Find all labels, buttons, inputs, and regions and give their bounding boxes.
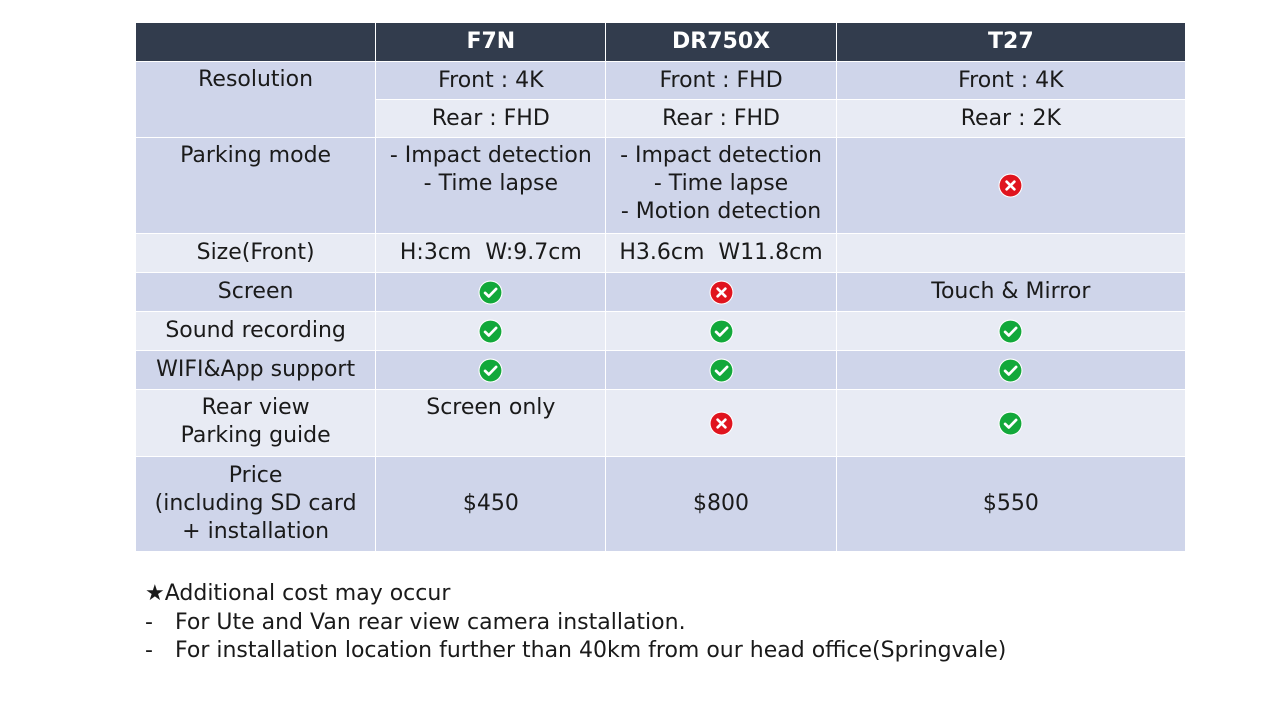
header-dr750x: DR750X [606, 23, 836, 62]
x-circle-icon [998, 173, 1023, 198]
parking-line: - Motion detection [620, 199, 822, 224]
check-circle-icon [478, 319, 503, 344]
cell-dr750x-rearview [606, 390, 836, 457]
cell-dr750x-price: $800 [606, 457, 836, 552]
row-label-resolution: Resolution [136, 62, 376, 138]
table-row [136, 234, 1186, 273]
row-label-rearview [136, 390, 376, 457]
cell-t27-wifi [836, 351, 1185, 390]
cell-f7n-rear: Rear : FHD [376, 100, 606, 138]
bullet-dash: - [145, 638, 153, 663]
check-circle-icon [998, 411, 1023, 436]
label-line: Rear view [201, 395, 310, 420]
row-label-parking: Parking mode [136, 138, 376, 234]
row-label-size: Size(Front) [136, 234, 376, 273]
header-t27: T27 [836, 23, 1185, 62]
bullet-dash: - [145, 609, 153, 635]
cell-f7n-size: H:3cm W:9.7cm [376, 234, 606, 273]
table-row [136, 457, 1186, 552]
comparison-table [135, 22, 1186, 552]
table-row [136, 351, 1186, 390]
cell-f7n-wifi [376, 351, 606, 390]
check-circle-icon [709, 319, 734, 344]
parking-line: - Impact detection [620, 143, 822, 168]
cell-t27-parking [836, 138, 1185, 234]
table-row [136, 138, 1186, 234]
check-circle-icon [478, 358, 503, 383]
cell-f7n-parking [376, 138, 606, 234]
cell-t27-size [836, 234, 1185, 273]
cell-t27-price: $550 [836, 457, 1185, 552]
label-line: (including SD card [154, 491, 357, 516]
check-circle-icon [709, 358, 734, 383]
notes-item-text: For installation location further than 40km from our head office(Springvale) [175, 638, 1007, 663]
cell-t27-sound [836, 312, 1185, 351]
x-circle-icon [709, 280, 734, 305]
check-circle-icon [998, 319, 1023, 344]
row-label-price [136, 457, 376, 552]
check-circle-icon [478, 280, 503, 305]
cell-t27-rearview [836, 390, 1185, 457]
header-row [136, 23, 1186, 62]
cell-dr750x-wifi [606, 351, 836, 390]
cell-dr750x-size: H3.6cm W11.8cm [606, 234, 836, 273]
label-line: Parking guide [180, 423, 331, 448]
cell-dr750x-front: Front : FHD [606, 62, 836, 100]
cell-t27-rear: Rear : 2K [836, 100, 1185, 138]
row-label-sound: Sound recording [136, 312, 376, 351]
cell-f7n-front: Front : 4K [376, 62, 606, 100]
parking-line: - Time lapse [653, 171, 789, 196]
header-blank [136, 23, 376, 62]
cell-f7n-screen [376, 273, 606, 312]
cell-f7n-price: $450 [376, 457, 606, 552]
table-row [136, 62, 1186, 100]
parking-line: - Impact detection [389, 143, 592, 168]
header-f7n: F7N [376, 23, 606, 62]
notes-item [145, 609, 1006, 638]
cell-dr750x-sound [606, 312, 836, 351]
table-row [136, 390, 1186, 457]
table-row [136, 273, 1186, 312]
cell-dr750x-screen [606, 273, 836, 312]
cell-f7n-rearview: Screen only [376, 390, 606, 457]
x-circle-icon [709, 411, 734, 436]
table-row [136, 312, 1186, 351]
check-circle-icon [998, 358, 1023, 383]
notes-heading: ★Additional cost may occur [145, 581, 451, 606]
notes-item-text: For Ute and Van rear view camera installation. [175, 609, 686, 635]
label-line: + installation [182, 519, 330, 544]
cell-dr750x-parking [606, 138, 836, 234]
label-line: Price [228, 463, 283, 488]
row-label-screen: Screen [136, 273, 376, 312]
cell-t27-front: Front : 4K [836, 62, 1185, 100]
cell-t27-screen: Touch & Mirror [836, 273, 1185, 312]
row-label-wifi: WIFI&App support [136, 351, 376, 390]
notes-item [145, 637, 1006, 666]
notes [145, 580, 1006, 666]
cell-f7n-sound [376, 312, 606, 351]
parking-line: - Time lapse [423, 171, 558, 196]
cell-dr750x-rear: Rear : FHD [606, 100, 836, 138]
